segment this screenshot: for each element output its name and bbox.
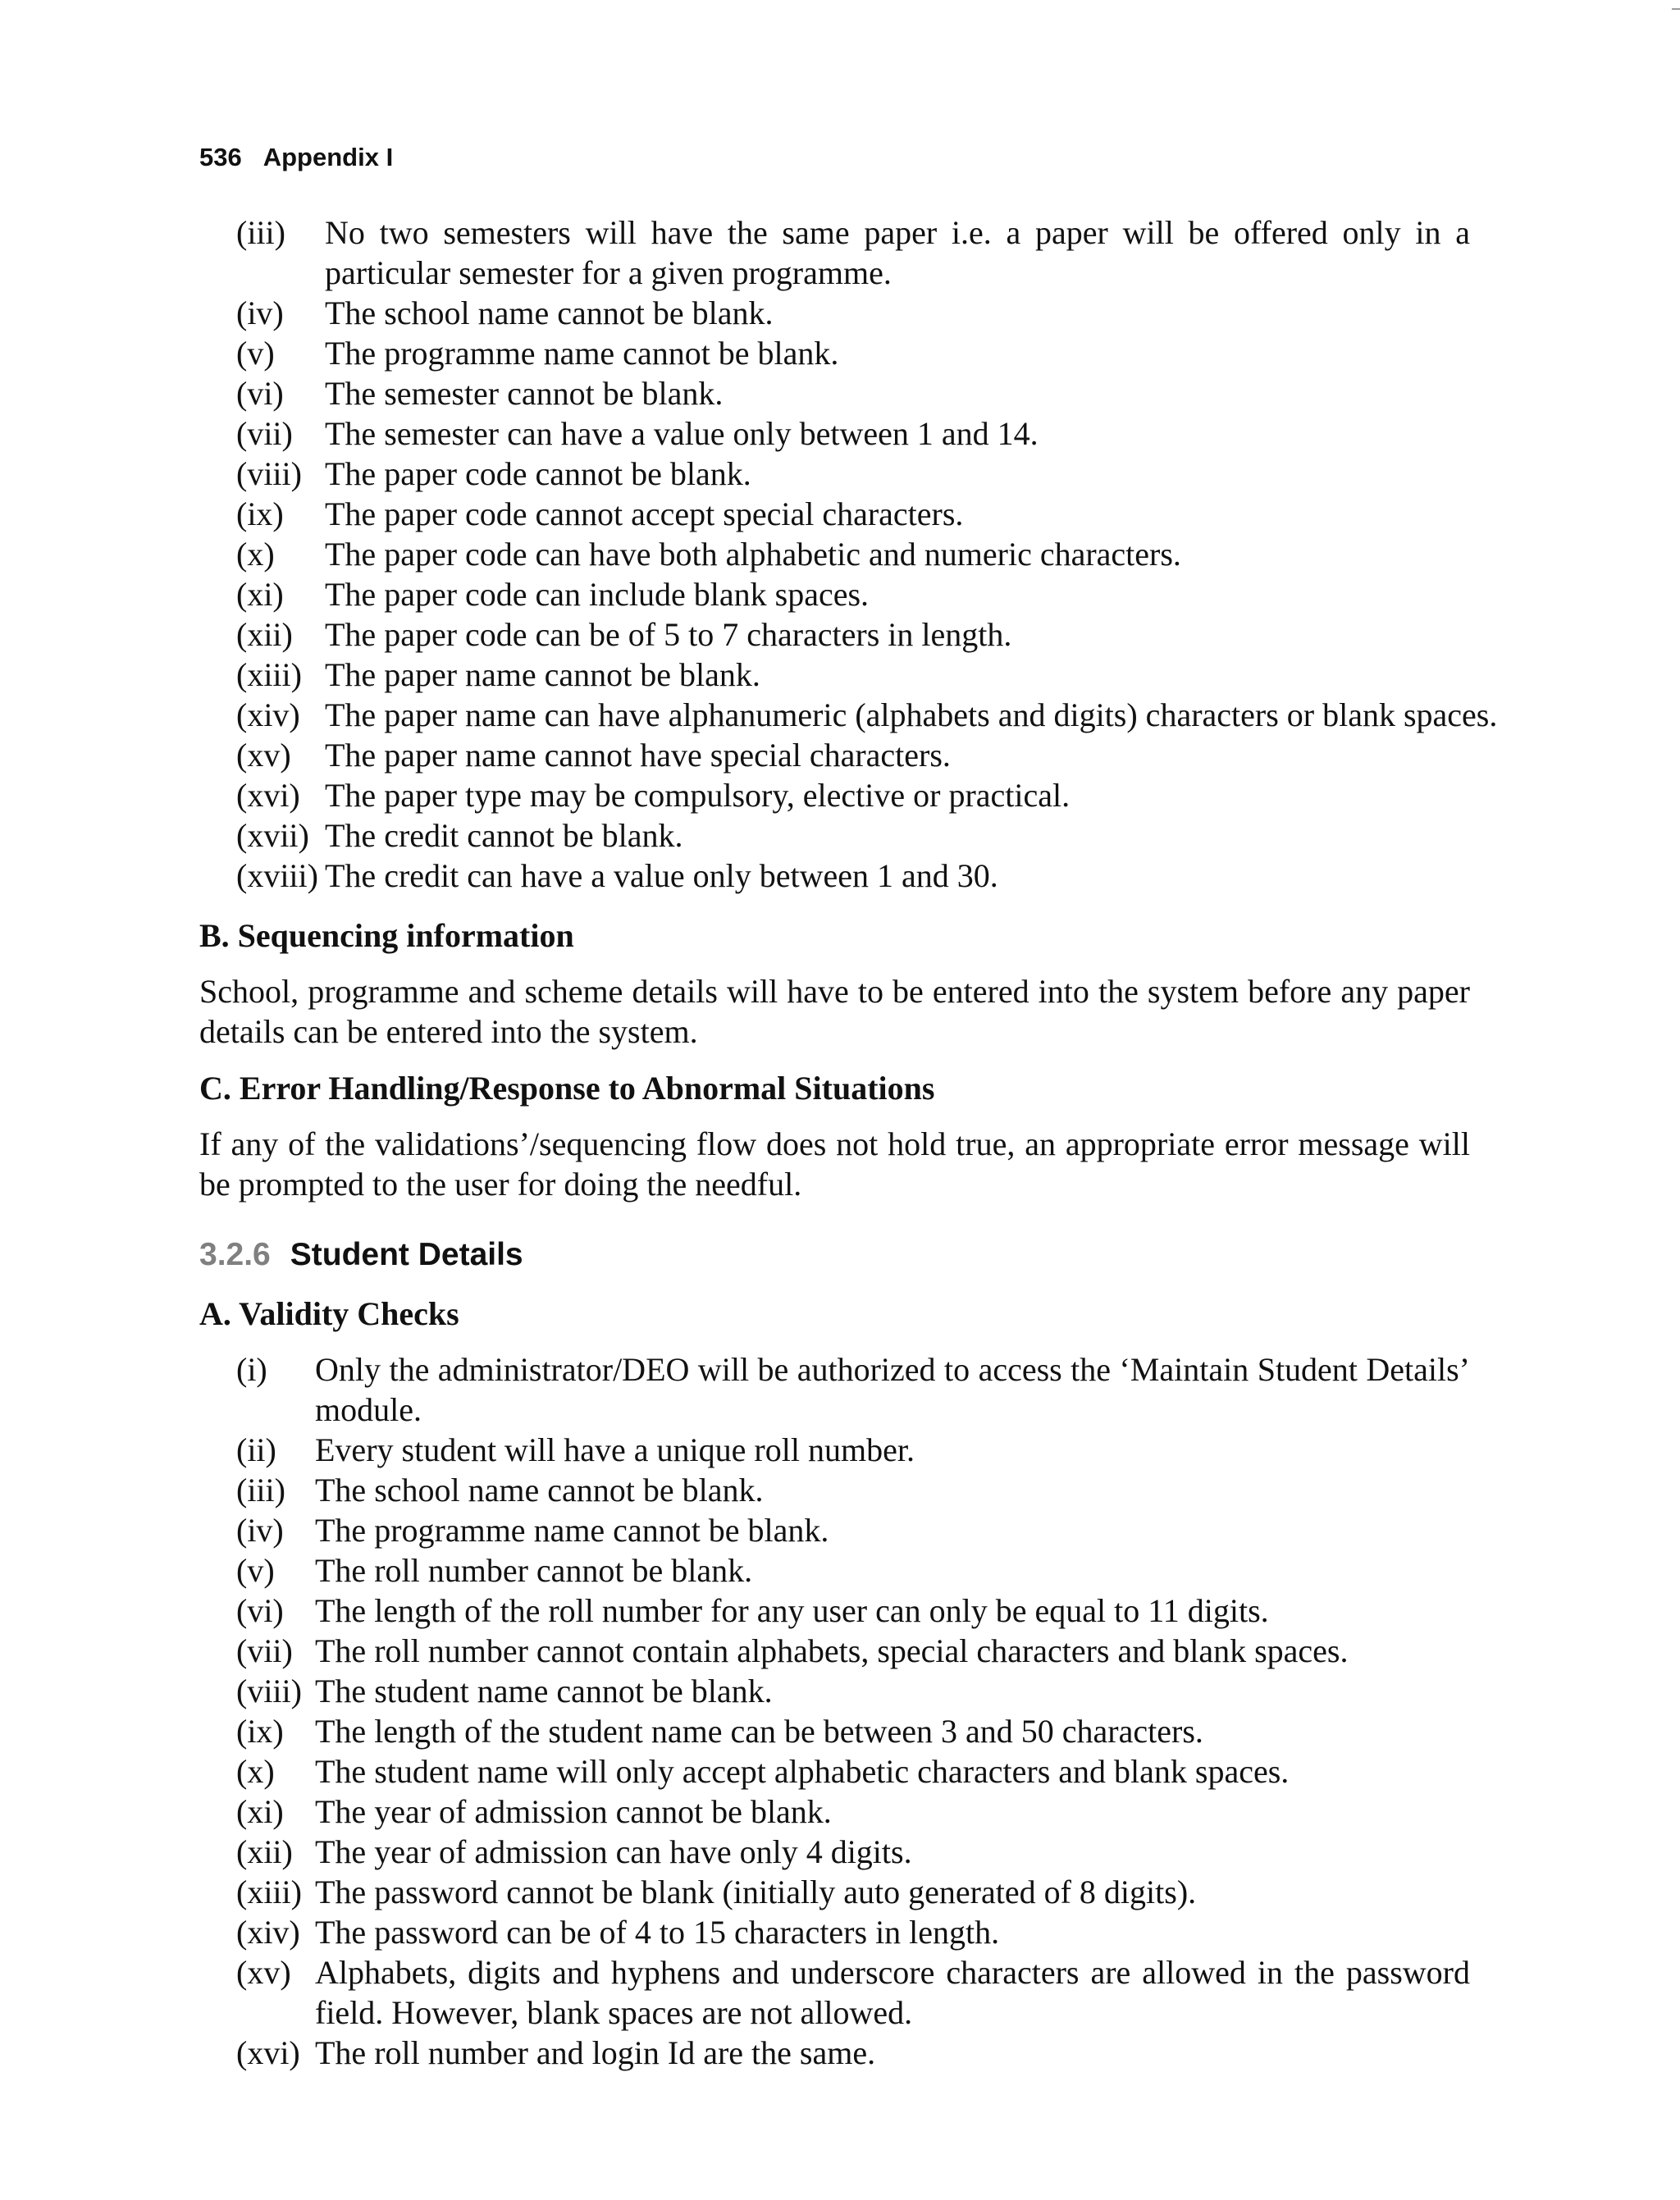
- list-item: [0, 212, 1680, 293]
- running-head-title: Appendix I: [262, 143, 394, 171]
- validation-list-papers: [0, 212, 1680, 896]
- list-item-text: The password cannot be blank (initially auto generated of 8 digits).: [315, 1874, 1197, 1910]
- list-item-number: (xiii): [236, 656, 302, 693]
- list-item-number: (xii): [236, 616, 293, 653]
- validity-checks-heading: A. Validity Checks: [199, 1295, 459, 1332]
- error-handling-paragraph: If any of the validations’/sequencing flow does not hold true, an appropriate error message will be prompted to the user for doing the needful.: [199, 1125, 1470, 1203]
- list-item-number: (ii): [236, 1431, 276, 1468]
- list-item-text: The paper name can have alphanumeric (alphabets and digits) characters or blank spaces.: [325, 696, 1498, 733]
- list-item: [0, 695, 1680, 735]
- list-item-number: (ix): [236, 495, 284, 532]
- list-item: [0, 1591, 1680, 1631]
- section-title: Student Details: [290, 1237, 523, 1272]
- list-item-text: The student name cannot be blank.: [315, 1673, 773, 1709]
- list-item-number: (v): [236, 335, 275, 372]
- list-item-text: The paper code can include blank spaces.: [325, 576, 870, 613]
- list-item-text: The semester cannot be blank.: [325, 375, 724, 412]
- list-item-text: The length of the roll number for any user can only be equal to 11 digits.: [315, 1592, 1269, 1629]
- list-item: [0, 1631, 1680, 1671]
- list-item-number: (viii): [236, 455, 302, 492]
- list-item-text: The paper name cannot have special characters.: [325, 737, 951, 774]
- list-item-number: (xi): [236, 576, 284, 613]
- list-item-number: (vi): [236, 375, 284, 412]
- list-item: [0, 1430, 1680, 1470]
- list-item-text: The paper code can be of 5 to 7 characters in length.: [325, 616, 1012, 653]
- list-item: [0, 1550, 1680, 1591]
- list-item-number: (xii): [236, 1833, 293, 1870]
- list-item-text: The paper name cannot be blank.: [325, 656, 760, 693]
- list-item-text: The student name will only accept alphabetic characters and blank spaces.: [315, 1753, 1290, 1790]
- list-item-number: (xvii): [236, 817, 309, 854]
- page-number: 536: [199, 143, 242, 171]
- list-item-number: (iii): [236, 1472, 285, 1509]
- list-item: [0, 735, 1680, 775]
- list-item: [0, 815, 1680, 856]
- validation-list-students: [0, 1349, 1680, 2073]
- list-item: [0, 1711, 1680, 1751]
- list-item-text: The school name cannot be blank.: [315, 1472, 764, 1509]
- list-item-text: The semester can have a value only between 1 and 14.: [325, 415, 1039, 452]
- list-item: [0, 775, 1680, 815]
- list-item-text: The programme name cannot be blank.: [315, 1512, 829, 1549]
- list-item-number: (vii): [236, 1632, 293, 1669]
- list-item-text: The roll number cannot be blank.: [315, 1552, 753, 1589]
- list-item-text: The paper code cannot be blank.: [325, 455, 751, 492]
- list-item-text: The year of admission can have only 4 digits.: [315, 1833, 912, 1870]
- list-item-number: (iv): [236, 294, 284, 331]
- list-item: [0, 494, 1680, 534]
- list-item-text: No two semesters will have the same paper i.e. a paper will be offered only in a particular semester for a given programme.: [325, 214, 1470, 291]
- list-item: [0, 1349, 1680, 1430]
- list-item: [0, 373, 1680, 413]
- list-item: [0, 454, 1680, 494]
- running-head: [199, 141, 393, 174]
- list-item: [0, 293, 1680, 333]
- list-item-number: (iii): [236, 214, 285, 251]
- list-item-number: (xv): [236, 737, 291, 774]
- list-item-number: (xiv): [236, 696, 300, 733]
- sequencing-paragraph: School, programme and scheme details will have to be entered into the system before any paper details can be entered into the system.: [199, 973, 1470, 1050]
- list-item: [0, 534, 1680, 574]
- list-item: [0, 1510, 1680, 1550]
- list-item-number: (xvi): [236, 777, 300, 814]
- list-item-text: The paper code can have both alphabetic and numeric characters.: [325, 536, 1181, 573]
- list-item: [0, 333, 1680, 373]
- list-item: [0, 1872, 1680, 1912]
- list-item-text: The roll number and login Id are the same.: [315, 2034, 876, 2071]
- list-item-number: (ix): [236, 1713, 284, 1750]
- list-item: [0, 655, 1680, 695]
- list-item: [0, 413, 1680, 454]
- sequencing-heading: B. Sequencing information: [199, 917, 574, 954]
- list-item-number: (viii): [236, 1673, 302, 1709]
- list-item-text: The school name cannot be blank.: [325, 294, 774, 331]
- list-item-number: (xvi): [236, 2034, 300, 2071]
- list-item-number: (v): [236, 1552, 275, 1589]
- list-item: [0, 1671, 1680, 1711]
- list-item-text: The password can be of 4 to 15 characters in length.: [315, 1914, 1000, 1951]
- list-item-number: (vii): [236, 415, 293, 452]
- list-item: [0, 1791, 1680, 1832]
- list-item-text: The paper type may be compulsory, elective or practical.: [325, 777, 1071, 814]
- list-item: [0, 856, 1680, 896]
- list-item-text: Alphabets, digits and hyphens and underscore characters are allowed in the password field. However, blank spaces are not allowed.: [315, 1954, 1470, 2031]
- list-item-number: (xi): [236, 1793, 284, 1830]
- list-item: [0, 1952, 1680, 2033]
- list-item: [0, 574, 1680, 614]
- list-item: [0, 1832, 1680, 1872]
- section-heading: [199, 1235, 523, 1276]
- error-handling-heading: C. Error Handling/Response to Abnormal Situations: [199, 1070, 935, 1107]
- list-item-text: Only the administrator/DEO will be authorized to access the ‘Maintain Student Details’ module.: [315, 1351, 1470, 1428]
- list-item: [0, 1470, 1680, 1510]
- list-item: [0, 614, 1680, 655]
- list-item-text: The programme name cannot be blank.: [325, 335, 839, 372]
- list-item: [0, 1751, 1680, 1791]
- list-item: [0, 2033, 1680, 2073]
- list-item-number: (x): [236, 1753, 275, 1790]
- list-item-number: (xiii): [236, 1874, 302, 1910]
- list-item: [0, 1912, 1680, 1952]
- list-item-text: The roll number cannot contain alphabets, special characters and blank spaces.: [315, 1632, 1349, 1669]
- list-item-text: The length of the student name can be between 3 and 50 characters.: [315, 1713, 1203, 1750]
- list-item-text: The credit cannot be blank.: [325, 817, 683, 854]
- list-item-text: The credit can have a value only between 1 and 30.: [325, 857, 998, 894]
- list-item-number: (x): [236, 536, 275, 573]
- list-item-text: Every student will have a unique roll number.: [315, 1431, 915, 1468]
- list-item-text: The year of admission cannot be blank.: [315, 1793, 832, 1830]
- list-item-number: (vi): [236, 1592, 284, 1629]
- page-edge-mark: [1672, 8, 1680, 10]
- section-number: 3.2.6: [199, 1237, 271, 1272]
- list-item-number: (iv): [236, 1512, 284, 1549]
- list-item-number: (xiv): [236, 1914, 300, 1951]
- list-item-number: (i): [236, 1351, 267, 1388]
- list-item-number: (xviii): [236, 857, 318, 894]
- list-item-text: The paper code cannot accept special characters.: [325, 495, 964, 532]
- list-item-number: (xv): [236, 1954, 291, 1991]
